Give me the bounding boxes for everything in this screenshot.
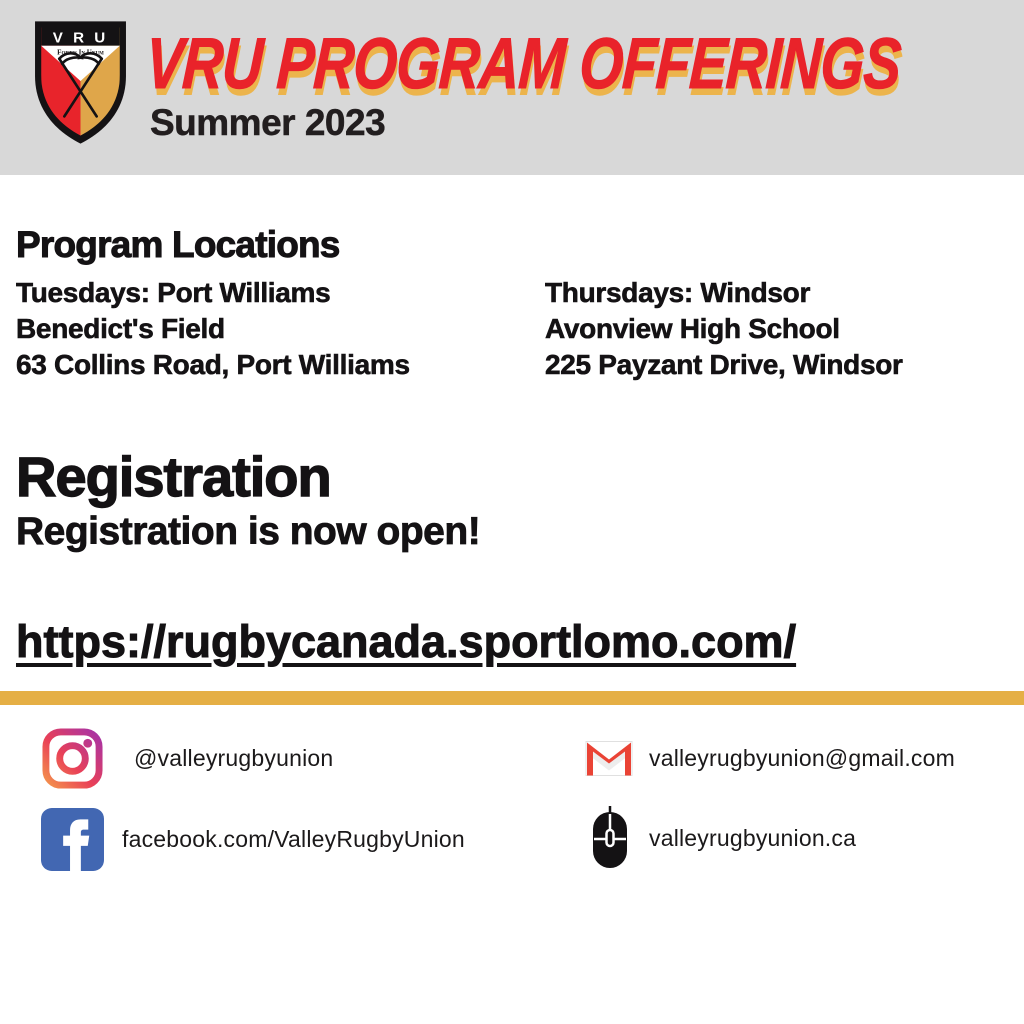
location-line: 225 Payzant Drive, Windsor bbox=[545, 349, 903, 380]
location-column-tuesdays bbox=[16, 275, 410, 383]
locations-heading: Program Locations bbox=[16, 224, 340, 265]
website-url: valleyrugbyunion.ca bbox=[649, 824, 857, 851]
crest-motto: Fortis In Unum bbox=[57, 48, 104, 57]
location-column-thursdays bbox=[545, 275, 903, 383]
gold-divider bbox=[0, 691, 1024, 705]
location-line: Benedict's Field bbox=[16, 313, 225, 344]
vru-crest-icon bbox=[32, 18, 129, 146]
registration-heading: Registration bbox=[16, 445, 331, 508]
instagram-icon bbox=[41, 727, 104, 790]
page-subtitle: Summer 2023 bbox=[150, 102, 386, 143]
facebook-url: facebook.com/ValleyRugbyUnion bbox=[122, 826, 465, 852]
registration-status: Registration is now open! bbox=[16, 510, 481, 553]
social-item-instagram bbox=[41, 727, 333, 790]
facebook-icon bbox=[41, 808, 104, 871]
vru-crest-logo bbox=[32, 18, 129, 146]
social-item-website bbox=[590, 806, 856, 870]
location-line: Thursdays: Windsor bbox=[545, 277, 811, 308]
social-item-facebook bbox=[41, 808, 465, 871]
gmail-icon bbox=[585, 740, 633, 777]
website-mouse-icon bbox=[590, 806, 630, 870]
crest-initials: V R U bbox=[52, 29, 109, 47]
page-title: VRU PROGRAM OFFERINGS bbox=[143, 24, 903, 104]
location-line: Tuesdays: Port Williams bbox=[16, 277, 331, 308]
registration-link[interactable]: https://rugbycanada.sportlomo.com/ bbox=[16, 616, 797, 667]
header-band bbox=[0, 0, 1024, 175]
location-line: Avonview High School bbox=[545, 313, 840, 344]
social-item-gmail bbox=[585, 740, 955, 777]
gmail-address: valleyrugbyunion@gmail.com bbox=[649, 745, 955, 771]
instagram-handle: @valleyrugbyunion bbox=[134, 745, 334, 771]
location-line: 63 Collins Road, Port Williams bbox=[16, 349, 410, 380]
